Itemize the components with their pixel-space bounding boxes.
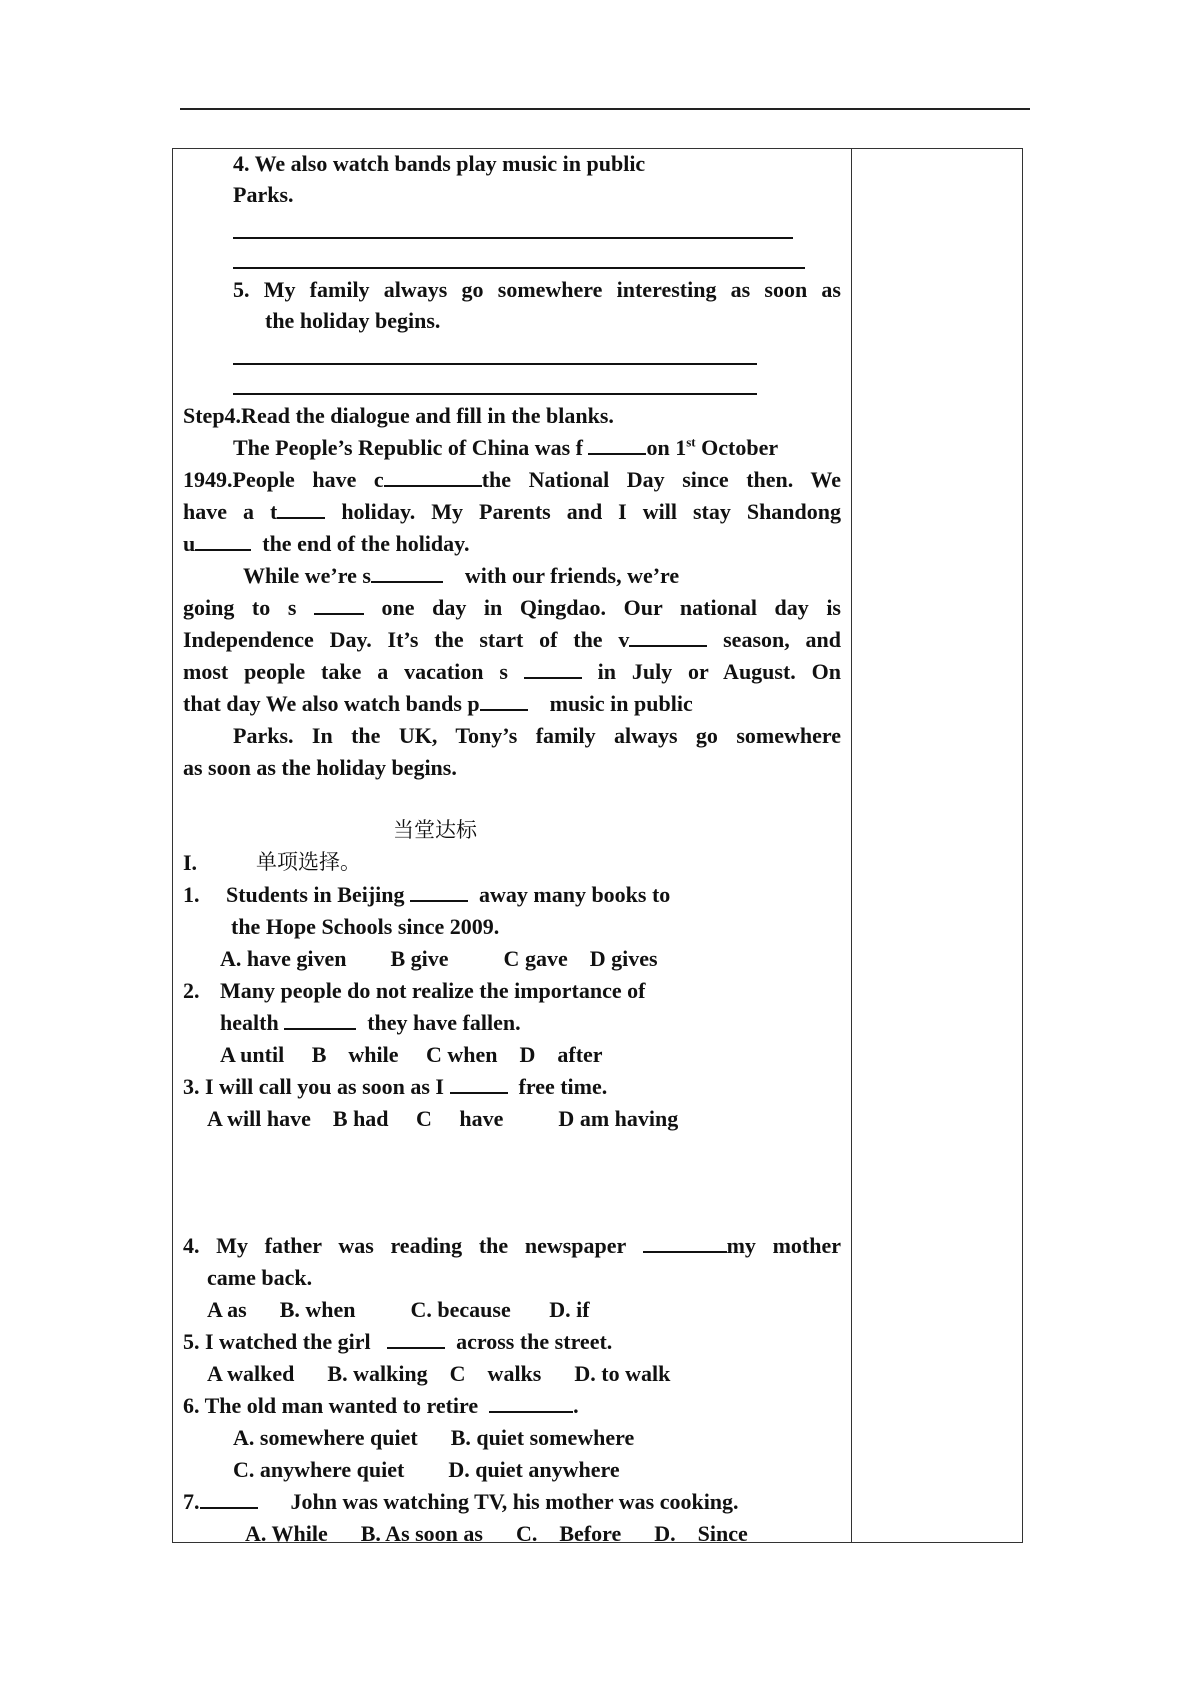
passage-line: most people take a vacation s in July or August. On [183, 659, 841, 684]
question-4: 4. My father was reading the newspaper my mother [183, 1233, 842, 1258]
question-1-line-2: the Hope Schools since 2009. [231, 914, 500, 939]
sentence-4-line-1: 4. We also watch bands play music in public [233, 151, 646, 176]
passage-line: Independence Day. It’s the start of the v season, and [183, 627, 841, 652]
section-label: 单项选择。 [256, 850, 361, 874]
passage-line: as soon as the holiday begins. [183, 755, 457, 780]
question-6-options: A. somewhere quiet B. quiet somewhere [233, 1425, 635, 1450]
question-7: 7. John was watching TV, his mother was cooking. [183, 1489, 739, 1514]
answer-line [233, 267, 805, 269]
sentence-5-line-2: the holiday begins. [265, 308, 441, 333]
passage-line: While we’re s with our friends, we’re [243, 563, 680, 588]
question-6: 6. The old man wanted to retire . [183, 1393, 579, 1418]
step4-heading: Step4.Read the dialogue and fill in the blanks. [183, 403, 614, 428]
passage-line: 1949.People have c the National Day since then. We [183, 467, 841, 492]
question-3-options: A will have B had C have D am having [207, 1106, 679, 1131]
question-2-line-2: health they have fallen. [220, 1010, 521, 1035]
passage-line: The People’s Republic of China was f on 1st October [233, 434, 779, 460]
sentence-4-line-2: Parks. [233, 182, 294, 207]
table-column-divider [851, 148, 852, 1543]
passage-line: going to s one day in Qingdao. Our national day is [183, 595, 841, 620]
question-1-options: A. have given B give C gave D gives [220, 946, 658, 971]
answer-line [233, 237, 793, 239]
answer-line [233, 393, 757, 395]
question-4-options: A as B. when C. because D. if [207, 1297, 590, 1322]
passage-line: have a t holiday. My Parents and I will stay Shandong [183, 499, 842, 524]
question-4-line-2: came back. [207, 1265, 313, 1290]
question-5: 5. I watched the girl across the street. [183, 1329, 613, 1354]
passage-line: that day We also watch bands p music in public [183, 691, 693, 716]
section-number: I. [183, 850, 198, 875]
passage-line: u the end of the holiday. [183, 531, 470, 556]
question-2: Many people do not realize the importance of [220, 978, 646, 1003]
question-6-options: C. anywhere quiet D. quiet anywhere [233, 1457, 620, 1482]
question-7-options: A. While B. As soon as C. Before D. Since [245, 1521, 748, 1546]
header-rule [180, 108, 1030, 110]
question-1-number: 1. [183, 882, 200, 907]
question-3: 3. I will call you as soon as I free time. [183, 1074, 608, 1099]
passage-line: Parks. In the UK, Tony’s family always go somewhere [233, 723, 841, 748]
quiz-title: 当堂达标 [393, 818, 477, 842]
sentence-5-line-1: 5. My family always go somewhere interesting as soon as [233, 277, 841, 302]
question-2-number: 2. [183, 978, 200, 1003]
question-1: Students in Beijing away many books to [226, 882, 671, 907]
question-5-options: A walked B. walking C walks D. to walk [207, 1361, 671, 1386]
answer-line [233, 363, 757, 365]
question-2-options: A until B while C when D after [220, 1042, 603, 1067]
